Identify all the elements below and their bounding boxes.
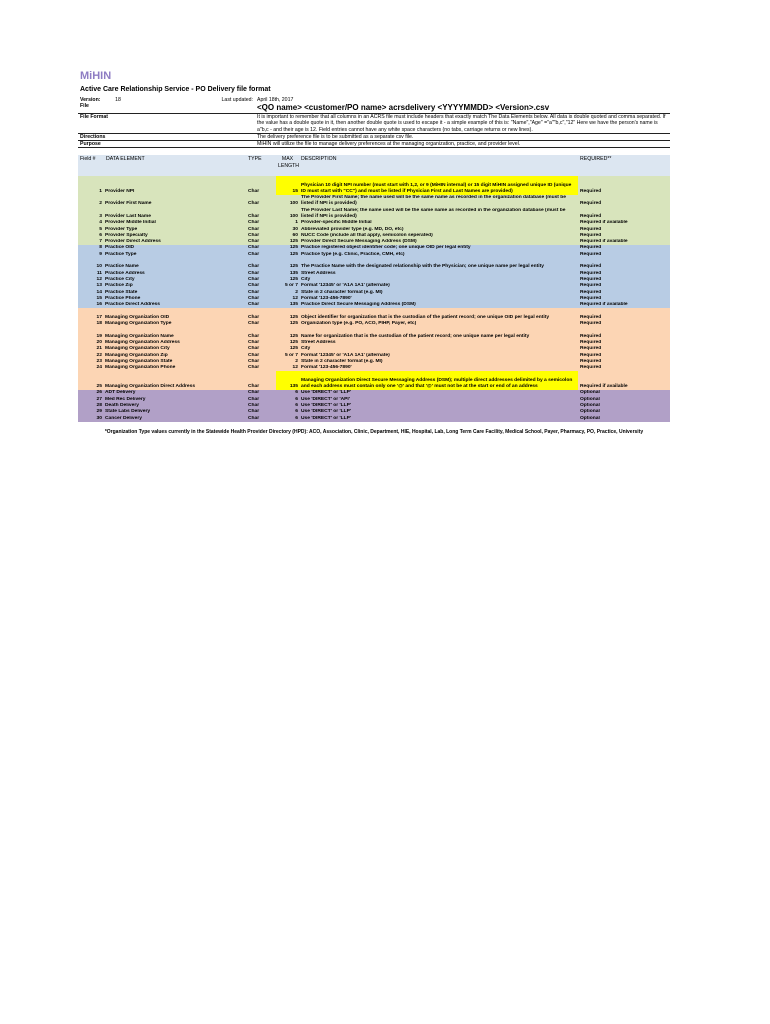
max-length: 100 — [276, 208, 299, 221]
data-element-name: Managing Organization Phone — [104, 365, 246, 371]
data-type: Char — [246, 227, 276, 233]
required-status: Required — [578, 353, 670, 359]
data-element-name: ADT Delivery — [104, 390, 246, 396]
max-length: 2 — [276, 290, 299, 296]
description: City — [299, 277, 578, 283]
column-header-type: TYPE — [246, 155, 276, 176]
file-spec-row — [78, 133, 670, 140]
required-status: Required — [578, 271, 670, 277]
data-element-name: Provider Last Name — [104, 208, 246, 221]
data-type: Char — [246, 239, 276, 245]
file-spec-label: Directions — [78, 133, 255, 140]
description: Street Address — [299, 271, 578, 277]
data-type: Char — [246, 365, 276, 371]
data-element-name: Med Rec Delivery — [104, 397, 246, 403]
data-element-name: Managing Organization State — [104, 359, 246, 365]
required-status: Required if available — [578, 302, 670, 308]
data-element-name: Death Delivery — [104, 403, 246, 409]
description: Object identifier for organization that is the custodian of the patient record; one unique OID per legal entity — [299, 308, 578, 321]
required-status: Required — [578, 208, 670, 221]
file-spec-label: Purpose — [78, 141, 255, 148]
data-type: Char — [246, 277, 276, 283]
data-element-name: Practice Phone — [104, 296, 246, 302]
description: Practice type (e.g. Clinic, Practice, CMH, etc) — [299, 252, 578, 258]
field-number: 2 — [78, 195, 104, 208]
required-status: Optional — [578, 409, 670, 415]
data-type: Char — [246, 371, 276, 390]
data-element-name: Managing Organization Name — [104, 327, 246, 340]
data-type: Char — [246, 220, 276, 226]
max-length: 6 — [276, 403, 299, 409]
data-element-name: Provider First Name — [104, 195, 246, 208]
required-status: Required — [578, 340, 670, 346]
data-type: Char — [246, 283, 276, 289]
required-status: Required if available — [578, 220, 670, 226]
field-number: 4 — [78, 220, 104, 226]
field-number: 24 — [78, 365, 104, 371]
required-status: Required — [578, 258, 670, 271]
required-status: Required — [578, 308, 670, 321]
field-number: 9 — [78, 252, 104, 258]
data-element-name: Practice Type — [104, 252, 246, 258]
field-number: 25 — [78, 371, 104, 390]
field-number: 19 — [78, 327, 104, 340]
max-length: 2 — [276, 359, 299, 365]
max-length: 6 — [276, 390, 299, 396]
required-status: Optional — [578, 403, 670, 409]
data-type: Char — [246, 359, 276, 365]
required-status: Required — [578, 176, 670, 195]
column-header-required: REQUIRED** — [578, 155, 670, 176]
table-row — [78, 327, 670, 340]
description: Use 'DIRECT' or 'LLP' — [299, 403, 578, 409]
required-status: Optional — [578, 397, 670, 403]
data-type: Char — [246, 403, 276, 409]
data-type: Char — [246, 321, 276, 327]
data-type: Char — [246, 409, 276, 415]
table-row — [78, 308, 670, 321]
data-element-name: Managing Organization City — [104, 346, 246, 352]
field-number: 27 — [78, 397, 104, 403]
data-element-name: Managing Organization OID — [104, 308, 246, 321]
data-element-name: Provider Specialty — [104, 233, 246, 239]
file-spec-row — [78, 141, 670, 148]
data-type: Char — [246, 296, 276, 302]
brand-logo-text: MiHIN — [80, 70, 112, 82]
data-element-name: Practice State — [104, 290, 246, 296]
description: Street Address — [299, 340, 578, 346]
description: Physician 10 digit NPI number (must start with 1,2, or 9 (MiHIN internal) or 15 digit MiHIN assigned unique ID (unique ID must start with "CC") and must be listed if Physician First and Last Names are provided) — [299, 176, 578, 195]
description: State in 2 character format (e.g. MI) — [299, 290, 578, 296]
description: The Provider Last Name; the name used will be the same name as recorded in the organization database (must be listed if NPI is provided) — [299, 208, 578, 221]
data-type: Char — [246, 308, 276, 321]
required-status: Optional — [578, 416, 670, 422]
description: City — [299, 346, 578, 352]
description: Organization type (e.g. PO, ACO, PIHP, Payer, etc) — [299, 321, 578, 327]
field-number: 3 — [78, 208, 104, 221]
description: Format '123-456-7890' — [299, 365, 578, 371]
field-number: 23 — [78, 359, 104, 365]
description: Provider-specific Middle Initial — [299, 220, 578, 226]
required-status: Required — [578, 321, 670, 327]
max-length: 125 — [276, 239, 299, 245]
description: Use 'DIRECT' or 'API' — [299, 397, 578, 403]
data-element-name: Provider NPI — [104, 176, 246, 195]
updated-value: April 18th, 2017 — [257, 97, 294, 103]
data-element-name: Managing Organization Direct Address — [104, 371, 246, 390]
max-length: 125 — [276, 245, 299, 251]
data-element-name: Managing Organization Type — [104, 321, 246, 327]
max-length: 30 — [276, 227, 299, 233]
description: Managing Organization Direct Secure Messaging Address (DSM); multiple direct addresses delimited by a semicolon and each address must contain only one '@' and that '@' must not be at the start or end of an address — [299, 371, 578, 390]
max-length: 135 — [276, 302, 299, 308]
description: NUCC Code (include all that apply, semicolon seperated) — [299, 233, 578, 239]
field-number: 10 — [78, 258, 104, 271]
max-length: 12 — [276, 365, 299, 371]
file-spec-table — [78, 103, 670, 148]
table-row — [78, 353, 670, 359]
required-status: Required — [578, 365, 670, 371]
description: Practice Direct Secure Messaging Address (DSM) — [299, 302, 578, 308]
data-element-name: Managing Organization Address — [104, 340, 246, 346]
field-number: 22 — [78, 353, 104, 359]
max-length: 12 — [276, 296, 299, 302]
max-length: 60 — [276, 233, 299, 239]
field-number: 29 — [78, 409, 104, 415]
field-number: 1 — [78, 176, 104, 195]
field-number: 11 — [78, 271, 104, 277]
description: State in 2 character format (e.g. MI) — [299, 359, 578, 365]
max-length: 125 — [276, 327, 299, 340]
description: The Practice Name with the designated relationship with the Physician; one unique name per legal entity — [299, 258, 578, 271]
column-header-element: DATA ELEMENT — [104, 155, 246, 176]
description: Abbreviated provider type (e.g. MD, DO, etc) — [299, 227, 578, 233]
version-value: 18 — [115, 97, 121, 103]
table-row — [78, 371, 670, 390]
max-length: 100 — [276, 195, 299, 208]
field-number: 7 — [78, 239, 104, 245]
column-header-description: DESCRIPTION — [299, 155, 578, 176]
document-title: Active Care Relationship Service - PO Delivery file format — [80, 86, 271, 93]
table-header-row — [78, 155, 670, 176]
required-status: Required if available — [578, 371, 670, 390]
description: The Provider First Name; the name used will be the same name as recorded in the organization database (must be listed if NPI is provided) — [299, 195, 578, 208]
file-spec-value: <QO name> <customer/PO name> acrsdelivery <YYYYMMDD> <Version>.csv — [255, 103, 670, 114]
data-type: Char — [246, 195, 276, 208]
max-length: 15 — [276, 176, 299, 195]
description: Format '12345' or 'A1A 1A1' (alternate) — [299, 283, 578, 289]
field-number: 28 — [78, 403, 104, 409]
max-length: 5 or 7 — [276, 353, 299, 359]
max-length: 125 — [276, 321, 299, 327]
max-length: 125 — [276, 258, 299, 271]
file-spec-value: It is important to remember that all columns in an ACRS file must include headers that exactly match The Data Elements below. All data is double quoted and comma separated. If the value has a double quote in it, then another double quote is used to escape it - a simple example of this is: "Name","Age" ="a""b,c","12" Here we have the person's name is a"b,c - and their age is 12. Field entries cannot have any white space characters (no tabs, carriage returns or new lines). — [255, 114, 670, 134]
data-element-name: Provider Middle Initial — [104, 220, 246, 226]
data-type: Char — [246, 340, 276, 346]
file-spec-row — [78, 114, 670, 134]
required-status: Required — [578, 252, 670, 258]
field-number: 26 — [78, 390, 104, 396]
required-status: Required — [578, 195, 670, 208]
data-type: Char — [246, 258, 276, 271]
required-status: Required — [578, 227, 670, 233]
table-row — [78, 195, 670, 208]
description: Provider Direct Secure Messaging Address (DSM) — [299, 239, 578, 245]
data-type: Char — [246, 233, 276, 239]
table-row — [78, 321, 670, 327]
description: Use 'DIRECT' or 'LLP' — [299, 390, 578, 396]
required-status: Required — [578, 296, 670, 302]
field-number: 8 — [78, 245, 104, 251]
description: Practice registered object identifier code; one unique OID per legal entity — [299, 245, 578, 251]
table-row — [78, 208, 670, 221]
max-length: 6 — [276, 397, 299, 403]
data-type: Char — [246, 290, 276, 296]
required-status: Required — [578, 277, 670, 283]
max-length: 135 — [276, 271, 299, 277]
data-type: Char — [246, 416, 276, 422]
file-spec-value: MiHIN will utilize the file to manage delivery preferences at the managing organization, practice, and provider level. — [255, 141, 670, 148]
field-number: 14 — [78, 290, 104, 296]
file-spec-label: File — [78, 103, 255, 114]
data-type: Char — [246, 327, 276, 340]
required-status: Required — [578, 359, 670, 365]
required-status: Required — [578, 233, 670, 239]
data-type: Char — [246, 353, 276, 359]
field-number: 13 — [78, 283, 104, 289]
spreadsheet-sheet — [78, 70, 670, 436]
description: Format '123-456-7890' — [299, 296, 578, 302]
max-length: 1 — [276, 220, 299, 226]
field-number: 17 — [78, 308, 104, 321]
data-type: Char — [246, 208, 276, 221]
footnote: *Organization Type values currently in the Statewide Health Provider Directory (HPD): ACO, Association, Clinic, Department, HIE, Hospital, Lab, Long Term Care Facility, Medical School, Payer, Pharmacy, PO, Practice, University — [104, 428, 644, 435]
data-element-name: Practice Zip — [104, 283, 246, 289]
data-element-name: State Labs Delivery — [104, 409, 246, 415]
max-length: 125 — [276, 252, 299, 258]
field-number: 15 — [78, 296, 104, 302]
required-status: Required — [578, 283, 670, 289]
data-type: Char — [246, 302, 276, 308]
max-length: 6 — [276, 409, 299, 415]
field-number: 20 — [78, 340, 104, 346]
column-header-max-length: MAX LENGTH — [276, 155, 299, 176]
file-spec-label: File Format — [78, 114, 255, 134]
data-type: Char — [246, 346, 276, 352]
data-element-name: Practice Name — [104, 258, 246, 271]
data-type: Char — [246, 252, 276, 258]
data-type: Char — [246, 245, 276, 251]
data-type: Char — [246, 390, 276, 396]
column-header-field: Field # — [78, 155, 104, 176]
required-status: Optional — [578, 390, 670, 396]
max-length: 125 — [276, 308, 299, 321]
description: Name for organization that is the custodian of the patient record; one unique name per legal entity — [299, 327, 578, 340]
data-elements-table — [78, 155, 670, 422]
data-element-name: Practice Address — [104, 271, 246, 277]
data-type: Char — [246, 397, 276, 403]
table-row — [78, 258, 670, 271]
table-row — [78, 416, 670, 422]
data-element-name: Practice OID — [104, 245, 246, 251]
required-status: Required — [578, 346, 670, 352]
max-length: 135 — [276, 371, 299, 390]
field-number: 16 — [78, 302, 104, 308]
field-number: 21 — [78, 346, 104, 352]
max-length: 5 or 7 — [276, 283, 299, 289]
data-element-name: Cancer Delivery — [104, 416, 246, 422]
field-number: 18 — [78, 321, 104, 327]
required-status: Required — [578, 327, 670, 340]
required-status: Required — [578, 290, 670, 296]
data-element-name: Practice City — [104, 277, 246, 283]
field-number: 12 — [78, 277, 104, 283]
file-spec-value: The delivery preference file is to be submitted as a separate csv file. — [255, 133, 670, 140]
data-type: Char — [246, 271, 276, 277]
required-status: Required — [578, 245, 670, 251]
required-status: Required if available — [578, 239, 670, 245]
field-number: 6 — [78, 233, 104, 239]
file-spec-row — [78, 103, 670, 114]
data-element-name: Managing Organization Zip — [104, 353, 246, 359]
data-element-name: Provider Direct Address — [104, 239, 246, 245]
max-length: 125 — [276, 346, 299, 352]
max-length: 125 — [276, 277, 299, 283]
table-row — [78, 176, 670, 195]
version-label: Version: — [80, 97, 101, 103]
description: Use 'DIRECT' or 'LLP' — [299, 409, 578, 415]
description: Use 'DIRECT' or 'LLP' — [299, 416, 578, 422]
data-type: Char — [246, 176, 276, 195]
field-number: 5 — [78, 227, 104, 233]
data-element-name: Provider Type — [104, 227, 246, 233]
data-element-name: Practice Direct Address — [104, 302, 246, 308]
updated-label: Last updated: — [221, 97, 253, 103]
description: Format '12345' or 'A1A 1A1' (alternate) — [299, 353, 578, 359]
max-length: 125 — [276, 340, 299, 346]
field-number: 30 — [78, 416, 104, 422]
max-length: 6 — [276, 416, 299, 422]
